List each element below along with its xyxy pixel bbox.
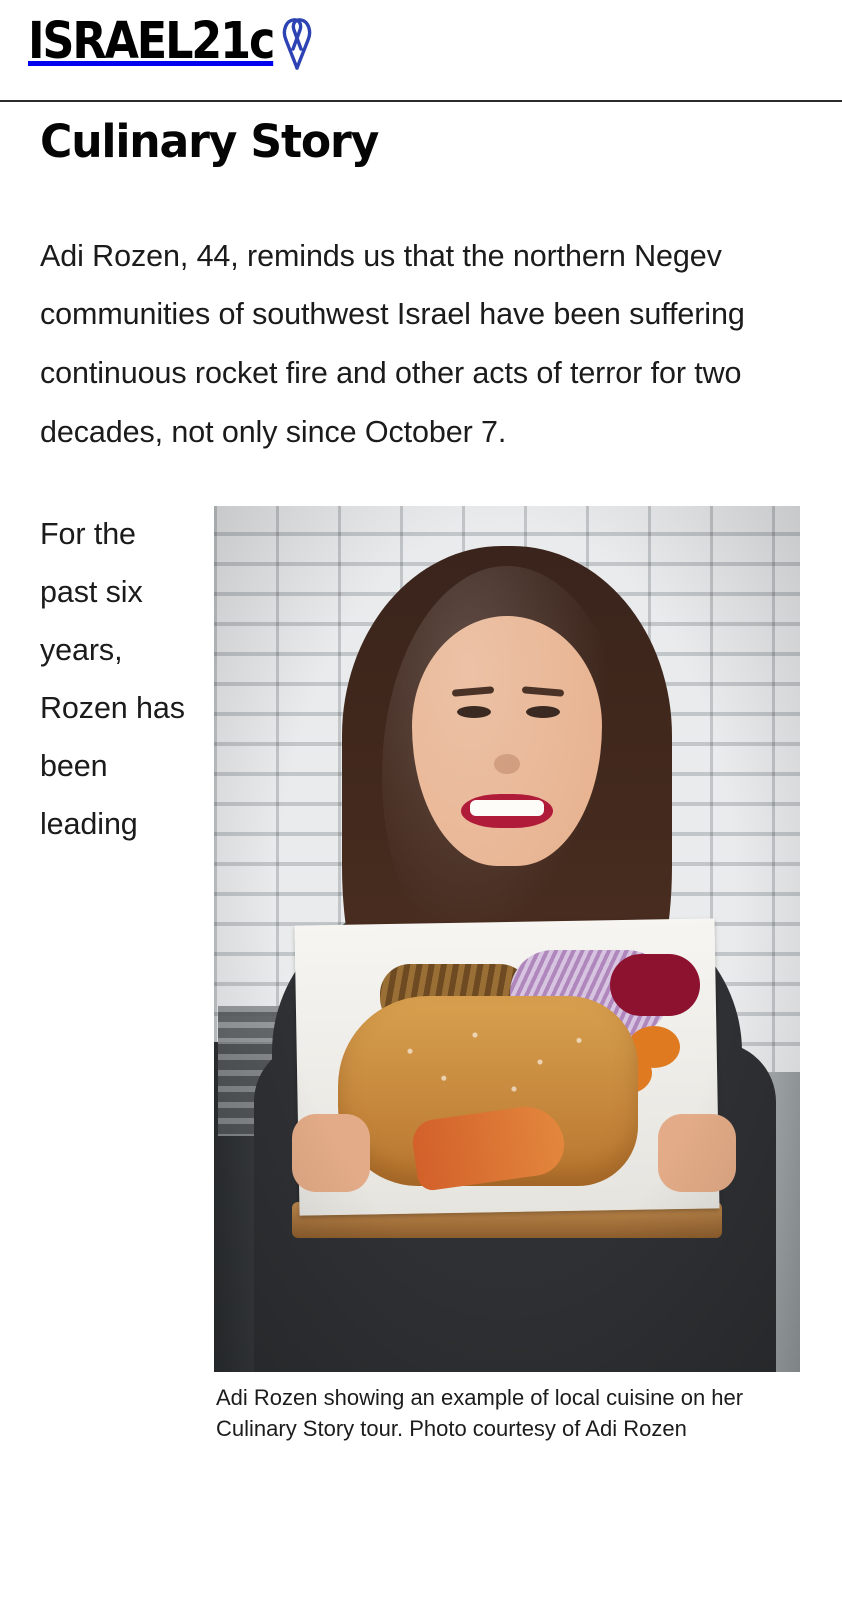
awareness-ribbon-icon [282, 18, 312, 70]
site-logo-link[interactable] [28, 12, 312, 71]
photo-hand-left [292, 1114, 370, 1192]
photo-caption: Adi Rozen showing an example of local cuisine on her Culinary Story tour. Photo courtesy of Adi Rozen [216, 1385, 744, 1442]
page-title: Culinary Story [40, 115, 379, 168]
photo-nose [494, 754, 520, 774]
photo-eye-right [526, 706, 560, 718]
article-photo [214, 506, 800, 1372]
photo-beet-salad [610, 954, 700, 1016]
article-lede: Adi Rozen, 44, reminds us that the northern Negev communities of southwest Israel have been suffering continuous rocket fire and other acts of terror for two decades, not only since October 7. [40, 238, 745, 450]
article-figure [214, 506, 800, 1445]
photo-teeth [470, 800, 544, 816]
article-body-block [40, 506, 814, 1442]
photo-eye-left [457, 706, 491, 718]
photo-hand-right [658, 1114, 736, 1192]
article-body [0, 115, 842, 1442]
article-paragraph: For the past six years, Rozen has been leading [40, 517, 185, 841]
site-masthead [0, 0, 842, 102]
site-wordmark: ISRAEL21c [28, 12, 274, 71]
